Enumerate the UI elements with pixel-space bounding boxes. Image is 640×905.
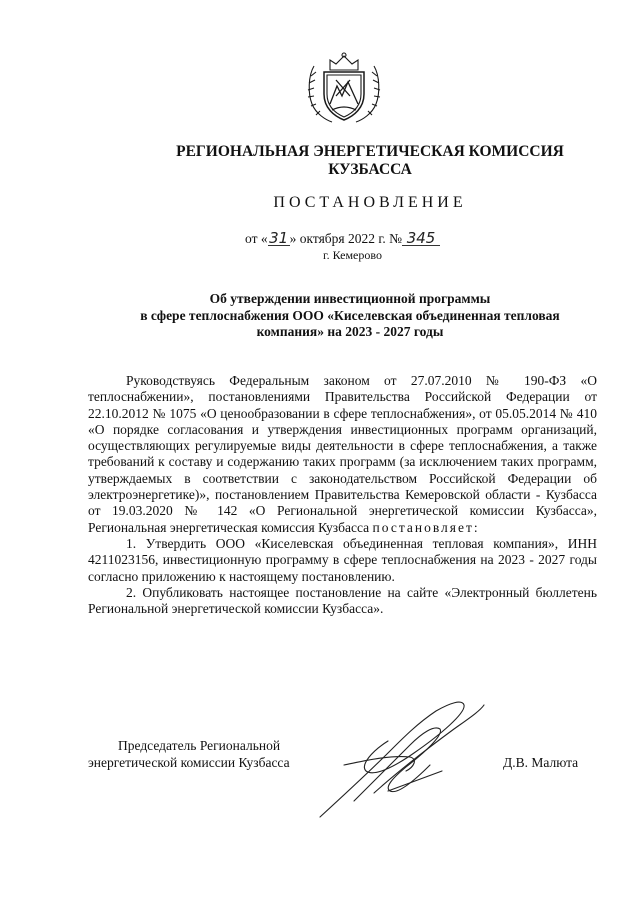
- date-prefix: от «: [245, 231, 268, 246]
- document-number-handwritten: 345: [402, 231, 440, 246]
- resolves-word: постановляет:: [372, 519, 480, 535]
- item-1-paragraph: 1. Утвердить ООО «Киселевская объединенная тепловая компания», ИНН 4211023156, инвестиционную программу в сфере теплоснабжения на 2023 - 2027 годы согласно приложению к настоящему постановлению.: [88, 535, 597, 584]
- kuzbass-coat-of-arms-icon: [306, 50, 382, 124]
- organization-name-line1: РЕГИОНАЛЬНАЯ ЭНЕРГЕТИЧЕСКАЯ КОМИССИЯ: [176, 143, 564, 160]
- city: г. Кемерово: [323, 248, 382, 262]
- preamble-paragraph: [88, 373, 597, 536]
- signatory-name: Д.В. Малюта: [503, 755, 579, 770]
- title-line2: в сфере теплоснабжения ООО «Киселевская объединенная тепловая: [140, 307, 560, 323]
- signatory-position: [88, 738, 290, 771]
- preamble-text: Руководствуясь Федеральным законом от 27.07.2010 № 190-ФЗ «О теплоснабжении», постановлениями Правительства Российской Федерации от 22.10.2012 № 1075 «О ценообразовании в сфере теплоснабжения», от 05.05.2014 № 410 «О порядке согласования и утверждения инвестиционных программ организаций, осуществляющих регулируемые виды деятельности в сфере теплоснабжения, а также требований к составу и содержанию таких программ (за исключением таких программ, утверждаемых в соответствии с законодательством Российской Федерации об электроэнергетике)», постановлением Правительства Кемеровской области - Кузбасса от 19.03.2020 № 142 «О Региональной энергетической комиссии Кузбасса», Региональная энергетическая комиссия Кузбасса: [88, 373, 597, 535]
- title-line1: Об утверждении инвестиционной программы: [209, 291, 491, 306]
- date-day-handwritten: 31: [269, 229, 289, 247]
- item-2-paragraph: 2. Опубликовать настоящее постановление на сайте «Электронный бюллетень Региональной энергетической комиссии Кузбасса».: [88, 584, 597, 617]
- signatory-position-line1: Председатель Региональной: [118, 738, 281, 753]
- date-month-year: » октября 2022 г. №: [289, 231, 403, 246]
- organization-name-line2: КУЗБАССА: [328, 161, 412, 178]
- document-type: ПОСТАНОВЛЕНИЕ: [273, 194, 467, 211]
- title-line3: компания» на 2023 - 2027 годы: [256, 324, 444, 339]
- organization-name: [110, 143, 630, 179]
- signatory-position-line2: энергетической комиссии Кузбасса: [88, 754, 290, 770]
- handwritten-signature-icon: [314, 695, 489, 825]
- document-title: [100, 291, 600, 341]
- document-body: [88, 373, 597, 617]
- date-line: [245, 231, 440, 247]
